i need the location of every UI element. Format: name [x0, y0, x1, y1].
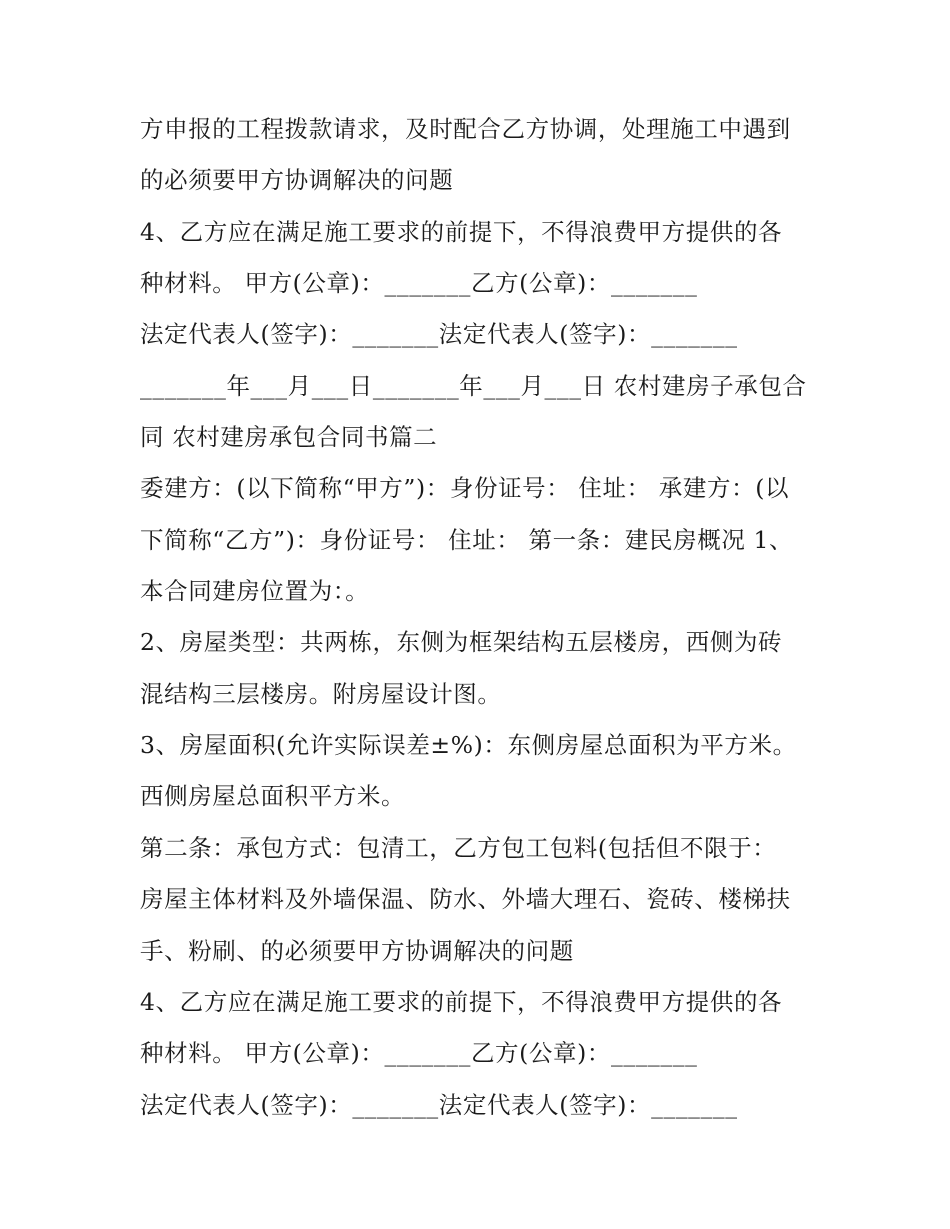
text-line: 方申报的工程拨款请求，及时配合乙方协调，处理施工中遇到: [140, 115, 791, 143]
text-line: 西侧房屋总面积平方米。: [140, 782, 406, 811]
text-line: 第二条：承包方式：包清工，乙方包工包料(包括但不限于：: [140, 833, 777, 862]
text-line: 本合同建房位置为：。: [140, 577, 370, 606]
text-line: 4、乙方应在满足施工要求的前提下，不得浪费甲方提供的各: [140, 987, 783, 1016]
text-line: _______年___月___日_______年___月___日 农村建房子承包合: [140, 371, 807, 400]
text-line: 委建方：(以下简称“甲方”)：身份证号： 住址： 承建方：(以: [140, 474, 790, 503]
text-line: 混结构三层楼房。附房屋设计图。: [140, 679, 502, 708]
text-line: 种材料。 甲方(公章)：_______乙方(公章)：_______: [140, 269, 698, 298]
text-line: 3、房屋面积(允许实际误差±%)：东侧房屋总面积为平方米。: [140, 731, 797, 760]
text-line: 的必须要甲方协调解决的问题: [140, 166, 454, 195]
text-line: 4、乙方应在满足施工要求的前提下，不得浪费甲方提供的各: [140, 217, 783, 246]
text-line: 种材料。 甲方(公章)：_______乙方(公章)：_______: [140, 1039, 698, 1068]
text-line: 下简称“乙方”)：身份证号： 住址： 第一条：建民房概况 1、: [140, 525, 794, 554]
text-line: 同 农村建房承包合同书篇二: [140, 423, 438, 452]
text-line: 手、粉刷、的必须要甲方协调解决的问题: [140, 936, 574, 965]
text-line: 法定代表人(签字)：_______法定代表人(签字)：_______: [140, 1090, 738, 1119]
document-body: [140, 104, 830, 1131]
text-line: 法定代表人(签字)：_______法定代表人(签字)：_______: [140, 320, 738, 349]
text-line: 房屋主体材料及外墙保温、防水、外墙大理石、瓷砖、楼梯扶: [140, 885, 791, 914]
text-line: 2、房屋类型：共两栋，东侧为框架结构五层楼房，西侧为砖: [140, 628, 783, 657]
